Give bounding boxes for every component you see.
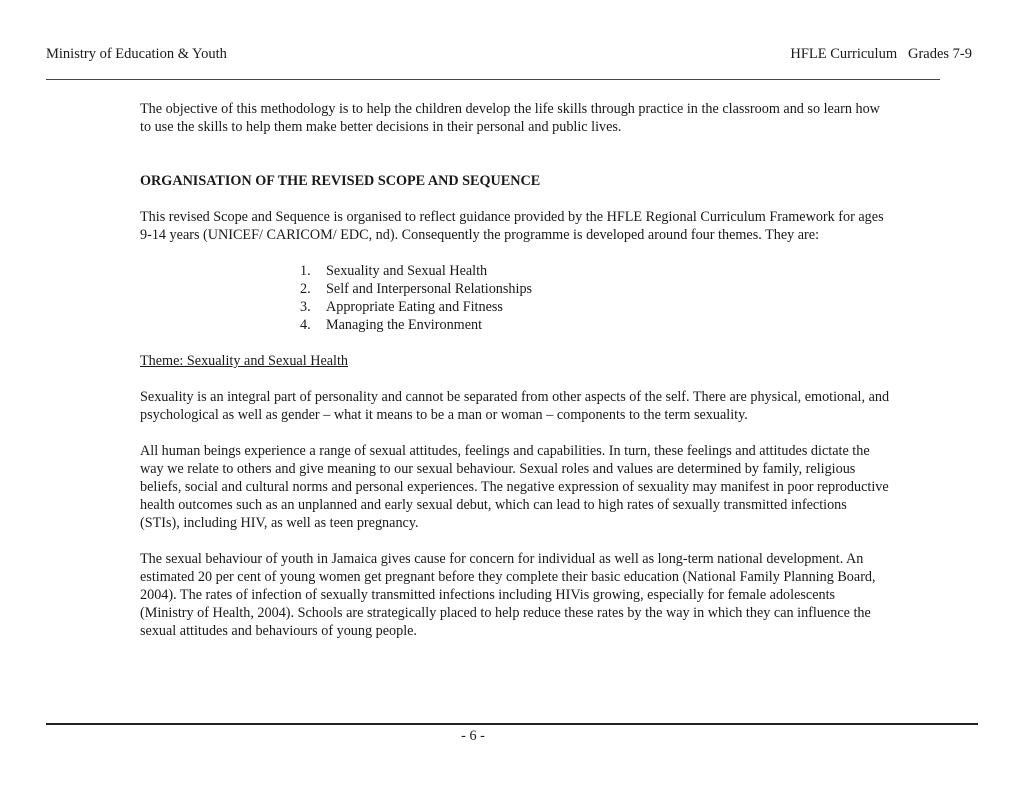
list-item-label: Self and Interpersonal Relationships bbox=[326, 281, 533, 297]
list-item-number: 1. bbox=[300, 263, 311, 279]
sexuality-paragraph: Sexuality is an integral part of personality and cannot be separated from other aspects of the self. There are physical, emotional, and psychological as well as gender – what it means to be a man or woman – components to the term sexuality. bbox=[140, 389, 890, 423]
section-heading: ORGANISATION OF THE REVISED SCOPE AND SEQUENCE bbox=[140, 173, 541, 189]
organisation-paragraph: This revised Scope and Sequence is organised to reflect guidance provided by the HFLE Regional Curriculum Framework for ages 9-14 years (UNICEF/ CARICOM/ EDC, nd). Consequently the programme is developed around four themes. They are: bbox=[140, 209, 884, 243]
list-item bbox=[300, 298, 890, 316]
header-divider bbox=[46, 79, 940, 80]
list-item bbox=[300, 280, 890, 298]
list-item-label: Managing the Environment bbox=[326, 317, 483, 333]
header-curriculum-grades: HFLE Curriculum Grades 7-9 bbox=[790, 46, 972, 62]
youth-paragraph: The sexual behaviour of youth in Jamaica gives cause for concern for individual as well as long-term national development. An estimated 20 per cent of young women get pregnant before they complete their basic education (National Family Planning Board, 2004). The rates of infection of sexually transmitted infections including HIVis growing, especially for female adolescents (Ministry of Health, 2004). Schools are strategically placed to help reduce these rates by the way in which they can influence the sexual attitudes and behaviours of young people. bbox=[140, 551, 876, 639]
list-item-number: 3. bbox=[300, 299, 311, 315]
list-item bbox=[300, 316, 890, 334]
list-item-label: Appropriate Eating and Fitness bbox=[326, 299, 503, 315]
list-item-label: Sexuality and Sexual Health bbox=[326, 263, 488, 279]
human-beings-paragraph: All human beings experience a range of sexual attitudes, feelings and capabilities. In turn, these feelings and attitudes dictate the way we relate to others and give meaning to our sexual behaviour. Sexual roles and values are determined by family, religious beliefs, social and cultural norms and personal experiences. The negative expression of sexuality may manifest in poor reproductive health outcomes such as an unplanned and early sexual debut, which can lead to high rates of sexually transmitted infections (STIs), including HIV, as well as teen pregnancy. bbox=[140, 443, 889, 531]
list-item-number: 2. bbox=[300, 281, 311, 297]
list-item-number: 4. bbox=[300, 317, 311, 333]
page-number: - 6 - bbox=[461, 728, 485, 744]
objective-paragraph: The objective of this methodology is to help the children develop the life skills through practice in the classroom and so learn how to use the skills to help them make better decisions in their personal and public lives. bbox=[140, 101, 880, 135]
list-item bbox=[300, 262, 890, 280]
document-body bbox=[140, 100, 890, 640]
footer-divider bbox=[46, 723, 978, 725]
header-ministry-name: Ministry of Education & Youth bbox=[46, 46, 227, 62]
theme-subheading: Theme: Sexuality and Sexual Health bbox=[140, 353, 349, 369]
themes-list bbox=[140, 262, 890, 334]
